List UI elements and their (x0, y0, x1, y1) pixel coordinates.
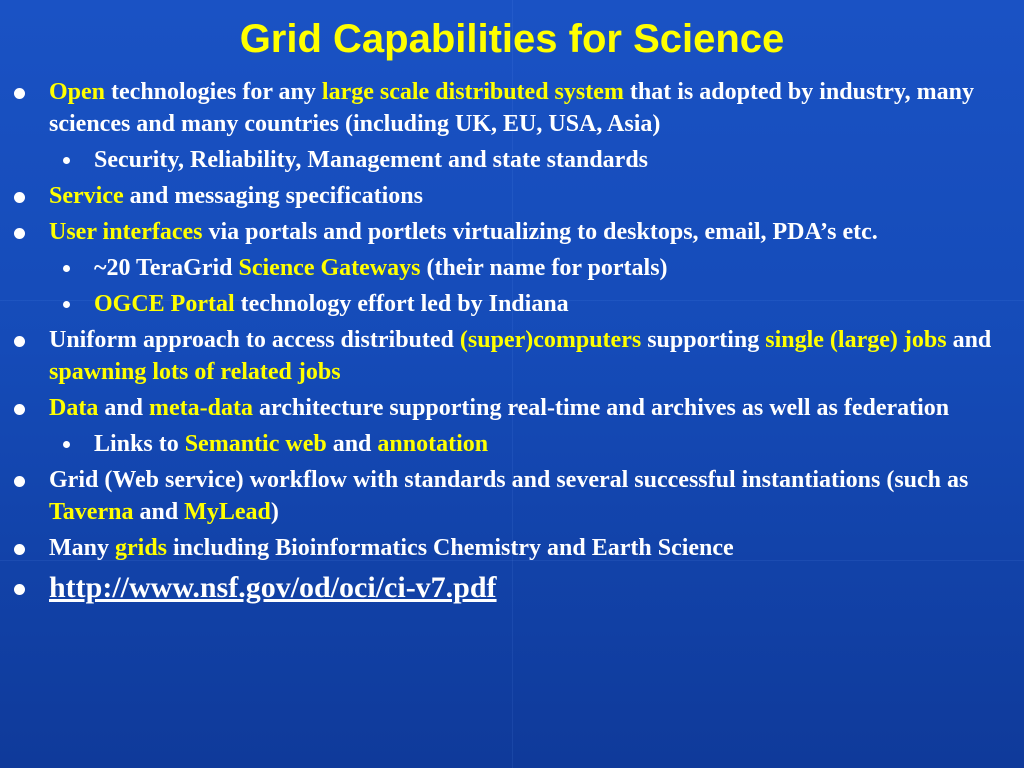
bullet-dot-icon (14, 228, 25, 239)
highlight-large-scale-distributed-system: large scale distributed system (321, 79, 624, 105)
sub-bullet-dot-icon (63, 301, 70, 308)
bullet-service (0, 180, 1024, 212)
highlight-mylead: MyLead (184, 499, 271, 525)
sub-bullet-science-gateways (0, 252, 1024, 284)
bullet-many-grids (0, 532, 1024, 564)
text-segment: technologies for any (105, 79, 322, 105)
bullet-grid-workflow (0, 464, 1024, 528)
highlight-semantic-web: Semantic web (184, 431, 327, 457)
bullet-dot-icon (14, 88, 25, 99)
highlight-annotation: annotation (377, 431, 489, 457)
highlight-service: Service (49, 183, 124, 209)
bullet-nsf-link (0, 568, 1024, 608)
sub-bullet-standards (0, 144, 1024, 176)
text-segment: Many (49, 535, 115, 561)
sub-bullet-ogce-portal (0, 288, 1024, 320)
nsf-pdf-link[interactable]: http://www.nsf.gov/od/oci/ci-v7.pdf (49, 571, 497, 604)
bullet-dot-icon (14, 192, 25, 203)
text-segment: Security, Reliability, Management and state standards (94, 147, 649, 173)
text-segment: ) (270, 499, 279, 525)
bullet-uniform-approach (0, 324, 1024, 388)
text-segment: and (326, 431, 378, 457)
text-segment: architecture supporting real-time and archives as well as federation (253, 395, 950, 421)
bullet-dot-icon (14, 584, 25, 595)
text-segment: Grid (Web service) workflow with standards and several successful instantiations (such as (49, 467, 969, 493)
highlight-open: Open (49, 79, 106, 105)
highlight-user-interfaces: User interfaces (49, 219, 203, 245)
highlight-spawning-jobs: spawning lots of related jobs (49, 359, 341, 385)
bullet-user-interfaces (0, 216, 1024, 248)
text-segment: ~20 TeraGrid (94, 255, 239, 281)
text-segment: including Bioinformatics Chemistry and Earth Science (167, 535, 734, 561)
sub-bullet-dot-icon (63, 265, 70, 272)
text-segment: that is adopted by industry, many sciences and many countries (including UK, EU, USA, Asia) (49, 79, 974, 137)
sub-bullet-dot-icon (63, 441, 70, 448)
text-segment: via portals and portlets virtualizing to desktops, email, PDA’s etc. (202, 219, 878, 245)
highlight-grids: grids (115, 535, 168, 561)
slide-title: Grid Capabilities for Science (239, 17, 785, 61)
text-segment: (their name for portals) (420, 255, 668, 281)
text-segment: supporting (641, 327, 766, 353)
bullet-dot-icon (14, 544, 25, 555)
bullet-list (0, 72, 1024, 608)
highlight-single-large-jobs: single (large) jobs (765, 327, 947, 353)
bullet-dot-icon (14, 404, 25, 415)
highlight-data: Data (49, 395, 99, 421)
text-segment: and (98, 395, 150, 421)
highlight-supercomputers: (super)computers (459, 327, 642, 353)
highlight-science-gateways: Science Gateways (238, 255, 421, 281)
highlight-ogce-portal: OGCE Portal (94, 291, 235, 317)
highlight-taverna: Taverna (49, 499, 134, 525)
sub-bullet-dot-icon (63, 157, 70, 164)
text-segment: and (133, 499, 185, 525)
bullet-dot-icon (14, 476, 25, 487)
highlight-meta-data: meta-data (149, 395, 253, 421)
text-segment: Uniform approach to access distributed (49, 327, 460, 353)
text-segment: and messaging specifications (123, 183, 423, 209)
bullet-data-architecture (0, 392, 1024, 424)
bullet-dot-icon (14, 336, 25, 347)
text-segment: technology effort led by Indiana (234, 291, 569, 317)
sub-bullet-semantic-web (0, 428, 1024, 460)
text-segment: and (946, 327, 992, 353)
text-segment: Links to (94, 431, 185, 457)
bullet-open-technologies (0, 76, 1024, 140)
